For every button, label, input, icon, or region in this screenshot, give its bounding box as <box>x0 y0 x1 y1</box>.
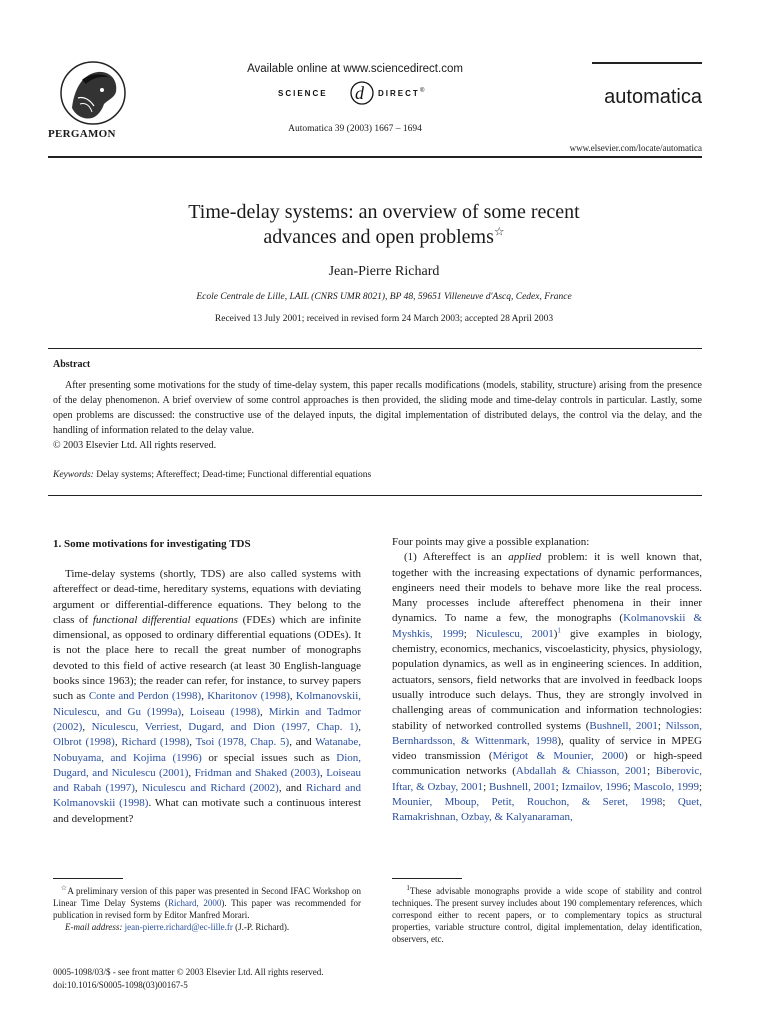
journal-citation: Automatica 39 (2003) 1667 – 1694 <box>288 124 422 134</box>
author-name: Jean-Pierre Richard <box>328 264 440 279</box>
reference-link[interactable]: Olbrot (1998) <box>53 736 115 749</box>
keywords <box>53 470 371 480</box>
footnote-number: 1 <box>406 884 410 892</box>
author-affiliation: Ecole Centrale de Lille, LAIL (CNRS UMR 8021), BP 48, 59651 Villeneuve d'Ascq, Cedex, France <box>196 292 572 302</box>
text-run: , <box>114 736 122 749</box>
issn-line: 0005-1098/03/$ - see front matter © 2003 Elsevier Ltd. All rights reserved. <box>53 967 324 977</box>
text-run: , <box>201 690 208 703</box>
email-label: E-mail address: <box>65 922 123 932</box>
reference-link[interactable]: Niculescu, Verriest, Dugard, and Dion (1997, Chap. 1) <box>91 720 359 733</box>
text-run: ; <box>662 796 678 809</box>
reference-link[interactable]: Kolmanovskii & Myshkis, 1999 <box>392 612 702 640</box>
doi-line[interactable]: doi:10.1016/S0005-1098(03)00167-5 <box>53 980 188 990</box>
text-run: ; <box>463 627 476 640</box>
reference-link[interactable]: Niculescu, 2001 <box>475 627 554 640</box>
text-run: , and <box>289 736 316 749</box>
reference-link[interactable]: Quet, Ramakrishnan, Ozbay, & Kalyanaraman, <box>392 796 702 824</box>
sd-right-text: DIRECT <box>378 89 420 98</box>
text-run: ; <box>647 765 656 778</box>
reference-link[interactable]: Fridman and Shaked (2003) <box>194 766 320 779</box>
reference-link[interactable]: Niculescu and Richard (2002) <box>141 782 279 795</box>
footnote-text: These advisable monographs provide a wide scope of stability and control techniques. The present survey includes about 190 complementary references, which correspond either to recent papers, or to complementary topics as structural properties, variable structure control, digital implementation, delay identification, observers, etc. <box>392 886 702 944</box>
footnote-star-text <box>53 885 361 921</box>
sciencedirect-logo <box>270 80 450 108</box>
section-heading: 1. Some motivations for investigating TDS <box>53 538 251 550</box>
text-run: ; <box>657 719 666 732</box>
reference-link[interactable]: Mascolo, 1999 <box>633 780 699 793</box>
reference-link[interactable]: Bushnell, 2001 <box>488 780 556 793</box>
reference-link[interactable]: Mérigot & Mounier, 2000 <box>492 750 625 763</box>
reference-link[interactable]: Richard (1998) <box>121 736 190 749</box>
text-run: , <box>260 705 269 718</box>
text-run: , and <box>278 782 307 795</box>
emphasis: applied <box>508 551 542 564</box>
footnote-star: ☆ <box>60 884 68 892</box>
left-column-text <box>53 567 361 827</box>
journal-name: automatica <box>604 86 702 108</box>
abstract-bottom-rule <box>48 495 702 496</box>
footnote-rule-right <box>392 878 462 879</box>
text-run: ). This paper was recommended for publication in revised form by Editor Manfred Morari. <box>53 898 361 920</box>
text-run: ; <box>555 780 562 793</box>
text-run: ; <box>627 780 634 793</box>
point-1-paragraph <box>392 550 702 825</box>
reference-link[interactable]: Nilsson, Bernhardsson, & Wittenmark, 1998 <box>392 719 702 747</box>
text-run: ) or high-speed communication networks ( <box>392 750 703 778</box>
reference-link[interactable]: Tsoi (1978, Chap. 5) <box>195 736 290 749</box>
publisher-name: PERGAMON <box>48 128 116 140</box>
text-run: . What can motivate such a continuous interest and development? <box>53 797 361 825</box>
title-line-2-text: advances and open problems <box>263 226 494 248</box>
text-run: give examples in biology, chemistry, economics, mechanics, viscoelasticity, physics, physiology, population dynamics, as well as in engineering sciences. In addition, actuators, sensors, field networks that are involved in feedback loops usually introduce such delays. Thus, they are strongly involved in challenging areas of communication and information technologies: stability of networked controlled systems ( <box>392 627 702 732</box>
text-run: or special issues such as <box>201 751 337 764</box>
text-run: , <box>358 720 361 733</box>
text-run: ), quality of service in MPEG video transmission ( <box>392 734 702 763</box>
sd-mark: ® <box>420 88 425 94</box>
text-run: , <box>181 705 190 718</box>
reference-link[interactable]: Dion, Dugard, and Niculescu (2001) <box>53 751 362 779</box>
reference-link[interactable]: Mirkin and Tadmor (2002) <box>53 705 362 733</box>
publisher-logo <box>58 60 128 126</box>
title-line-2 <box>100 225 668 250</box>
emphasis: functional differential equations <box>92 613 238 626</box>
reference-link[interactable]: Izmailov, 1996 <box>561 780 628 793</box>
header-divider <box>48 156 702 158</box>
email-line <box>53 921 361 933</box>
footnote-left <box>53 885 361 933</box>
text-run: , <box>189 736 196 749</box>
reference-link[interactable]: Kolmanovskii, Niculescu, and Gu (1999a) <box>53 690 362 718</box>
abstract-text: After presenting some motivations for the study of time-delay system, this paper recalls modifications (models, stability, structure) arising from the presence of the delay phenomenon. A brief overview of some control approaches is then provided, the sliding mode and time-delay controls in particular. Lastly, some open problems are discussed: the constructive use of the delayed inputs, the digital implementation of distributed delays, the control via the delay, and the handling of information related to the delay value. <box>53 380 702 436</box>
title-footnote-star[interactable]: ☆ <box>493 224 505 239</box>
footnote-rule-left <box>53 878 123 879</box>
right-intro: Four points may give a possible explanation: <box>392 536 590 548</box>
article-title <box>100 200 668 250</box>
reference-link[interactable]: Richard, 2000 <box>167 898 222 908</box>
text-run: (J.-P. Richard). <box>232 922 290 932</box>
abstract-top-rule <box>48 348 702 349</box>
svg-text:d: d <box>355 83 364 103</box>
text-run: (FDEs) which are infinite dimensional, as opposed to ordinary differential equations (ODEs). It is not the place here to recall the great number of monographs devoted to this field of active research (at least 30 English-language books since 1963); the reader can refer, for instance, to survey papers such as <box>53 613 361 703</box>
abstract-copyright: © 2003 Elsevier Ltd. All rights reserved. <box>53 440 217 451</box>
sd-left-text: SCIENCE <box>278 89 328 98</box>
email-link[interactable]: jean-pierre.richard@ec-lille.fr <box>124 922 233 932</box>
text-run: , <box>134 782 142 795</box>
reference-link[interactable]: Conte and Perdon (1998) <box>88 690 202 703</box>
keywords-list: Delay systems; Aftereffect; Dead-time; Functional differential equations <box>93 470 372 480</box>
available-online-text[interactable]: Available online at www.sciencedirect.com <box>247 63 463 75</box>
journal-url[interactable]: www.elsevier.com/locate/automatica <box>569 143 702 153</box>
text-run: ; <box>698 780 703 793</box>
text-run: , <box>319 766 327 779</box>
text-run: ; <box>483 780 489 793</box>
footnote-right <box>392 885 702 945</box>
reference-link[interactable]: Bushnell, 2001 <box>589 719 658 732</box>
text-run: ) <box>553 627 558 640</box>
right-column-text <box>392 535 702 826</box>
abstract-heading: Abstract <box>53 359 91 370</box>
reference-link[interactable]: Loiseau and Rabah (1997) <box>53 766 362 795</box>
reference-link[interactable]: Biberovic, Iftar, & Ozbay, 2001 <box>392 765 702 793</box>
front-matter <box>53 966 324 992</box>
text-run: A preliminary version of this paper was presented in Second IFAC Workshop on Linear Time Delay Systems ( <box>53 886 361 908</box>
reference-link[interactable]: Mounier, Mboup, Petit, Rouchon, & Seret, 1998 <box>392 796 663 809</box>
reference-link[interactable]: Loiseau (1998) <box>189 705 261 718</box>
reference-link[interactable]: Watanabe, Nobuyama, and Kojima (1996) <box>53 736 362 764</box>
text-run: , <box>188 766 195 779</box>
title-line-1: Time-delay systems: an overview of some recent <box>188 201 580 223</box>
reference-link[interactable]: Abdallah & Chiasson, 2001 <box>515 765 648 778</box>
text-run: , <box>82 720 92 733</box>
reference-link[interactable]: Kharitonov (1998) <box>207 690 290 703</box>
text-run: problem: it is well known that, together with the increasing expectations of dynamic performances, engineers need their models to behave more like the real process. Many processes include aftereffect phenomena in their inner dynamics. To name a few, the monographs ( <box>392 551 702 625</box>
article-dates: Received 13 July 2001; received in revised form 24 March 2003; accepted 28 April 2003 <box>214 314 554 324</box>
journal-rule <box>592 62 702 64</box>
reference-link[interactable]: Richard and Kolmanovskii (1998) <box>53 782 362 810</box>
text-run: , <box>289 690 296 703</box>
text-run: Time-delay systems (shortly, TDS) are also called systems with aftereffect or dead-time, hereditary systems, equations with deviating argument or differential-difference equations. They belong to the class of <box>53 568 361 626</box>
keywords-label: Keywords: <box>53 470 94 480</box>
footnote-marker[interactable]: 1 <box>557 626 561 635</box>
text-run: (1) Aftereffect is an <box>404 551 509 564</box>
